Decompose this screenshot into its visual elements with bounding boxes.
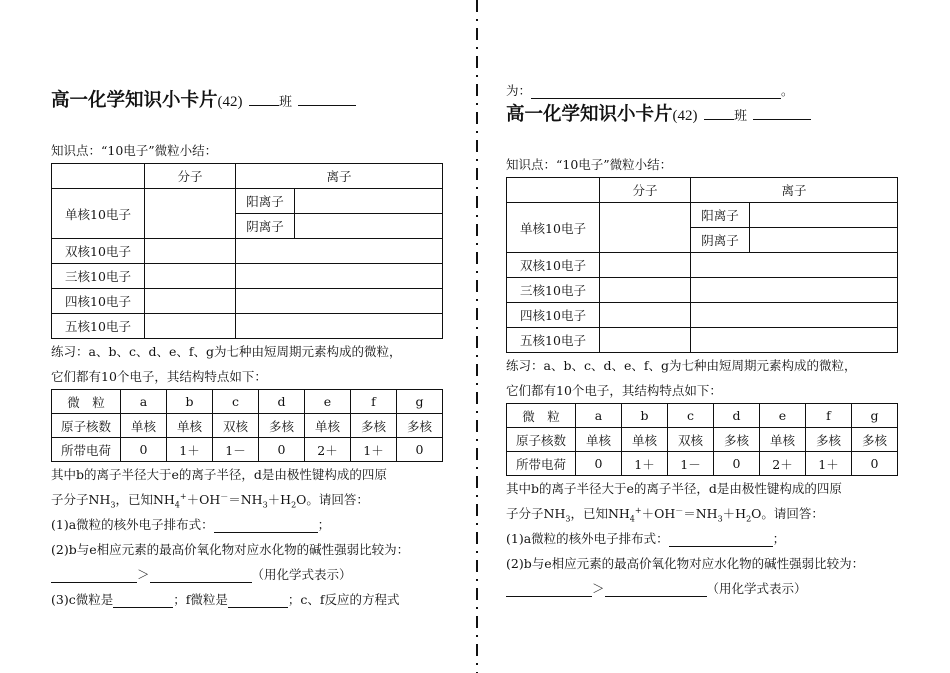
q1-text: (1)a微粒的核外电子排布式： [51, 517, 214, 532]
class-label: 班 [733, 108, 747, 123]
summary-table [51, 163, 443, 339]
cell[interactable] [600, 278, 691, 303]
q3-text: ；c、f反应的方程式 [287, 592, 400, 607]
nuclei-cell: 多核 [852, 428, 898, 452]
nuclei-cell: 单核 [121, 414, 167, 438]
particle-header: a [576, 404, 622, 428]
cation-label: 阳离子 [691, 203, 750, 228]
header-empty [507, 178, 600, 203]
particle-header: f [806, 404, 852, 428]
nuclei-cell: 多核 [259, 414, 305, 438]
q2-note: （用化学式表示） [706, 581, 807, 596]
cell[interactable] [600, 253, 691, 278]
sub: 2 [746, 514, 752, 524]
nuclei-cell: 多核 [806, 428, 852, 452]
particle-header: g [397, 390, 443, 414]
nuclei-cell: 原子核数 [52, 414, 121, 438]
cell[interactable] [145, 189, 236, 239]
q3-text: ；f微粒是 [173, 592, 228, 607]
header-ion: 离子 [691, 178, 898, 203]
row-label: 单核10电子 [52, 189, 145, 239]
text: ，已知NH [570, 506, 630, 521]
question-2: (2)b与e相应元素的最高价氧化物对应水化物的碱性强弱比较为： [506, 556, 865, 571]
text: O。请回答： [296, 492, 369, 507]
cell[interactable] [145, 314, 236, 339]
cell[interactable] [750, 228, 898, 253]
particle-header: c [213, 390, 259, 414]
charge-cell: 1＋ [167, 438, 213, 462]
after-table-line-2 [506, 501, 906, 526]
nuclei-cell: 原子核数 [507, 428, 576, 452]
cell[interactable] [750, 203, 898, 228]
particle-header: d [714, 404, 760, 428]
sup: + [634, 505, 642, 515]
row-label: 三核10电子 [52, 264, 145, 289]
cell[interactable] [236, 239, 443, 264]
answer-blank[interactable] [228, 592, 288, 608]
sub: 4 [629, 514, 635, 524]
cut-line [474, 0, 480, 673]
particle-header: g [852, 404, 898, 428]
q1-end: ； [772, 531, 786, 546]
particle-header: a [121, 390, 167, 414]
nuclei-cell: 单核 [576, 428, 622, 452]
sub: 2 [291, 500, 297, 510]
exercise-line-2: 它们都有10个电子，其结构特点如下： [51, 369, 267, 384]
continued-end: 。 [781, 83, 794, 98]
gt-sign: ＞ [137, 567, 150, 582]
cell[interactable] [691, 253, 898, 278]
after-table-line-2 [51, 487, 451, 512]
q1-end: ； [317, 517, 331, 532]
text: ＋H [267, 492, 292, 507]
cell[interactable] [295, 214, 443, 239]
cell[interactable] [691, 328, 898, 353]
row-label: 单核10电子 [507, 203, 600, 253]
nuclei-cell: 多核 [397, 414, 443, 438]
sub: 4 [174, 500, 180, 510]
text: ＋OH [641, 506, 676, 521]
particle-header: d [259, 390, 305, 414]
exercise-line-1: 练习：a、b、c、d、e、f、g为七种由短周期元素构成的微粒， [506, 358, 857, 373]
question-1 [51, 512, 451, 537]
row-label: 双核10电子 [507, 253, 600, 278]
text: ＋H [722, 506, 747, 521]
sup: － [220, 491, 229, 501]
header-empty [52, 164, 145, 189]
charge-cell: 0 [121, 438, 167, 462]
knowledge-point: 知识点：“10电子”微粒小结： [506, 157, 673, 172]
title-number: (42) [672, 108, 698, 124]
row-label: 五核10电子 [507, 328, 600, 353]
after-table-line-1: 其中b的离子半径大于e的离子半径，d是由极性键构成的四原 [506, 481, 842, 496]
charge-cell: 2＋ [760, 452, 806, 476]
cell[interactable] [691, 303, 898, 328]
cell[interactable] [691, 278, 898, 303]
question-1 [506, 526, 906, 551]
text: ＝NH [683, 506, 718, 521]
header-molecule: 分子 [145, 164, 236, 189]
cell[interactable] [145, 289, 236, 314]
after-table-line-1: 其中b的离子半径大于e的离子半径，d是由极性键构成的四原 [51, 467, 387, 482]
sup: + [179, 491, 187, 501]
q2-note: （用化学式表示） [251, 567, 352, 582]
sub: 3 [262, 500, 268, 510]
cell[interactable] [295, 189, 443, 214]
particle-table [506, 403, 898, 476]
answer-blank[interactable] [113, 592, 173, 608]
charge-cell: 1＋ [351, 438, 397, 462]
answer-blank[interactable] [531, 83, 781, 99]
continued-label: 为： [506, 83, 532, 98]
particle-table [51, 389, 443, 462]
charge-cell: 0 [576, 452, 622, 476]
nuclei-cell: 双核 [668, 428, 714, 452]
class-blank[interactable] [249, 91, 279, 106]
particle-header: b [167, 390, 213, 414]
q3-text: (3)c微粒是 [51, 592, 114, 607]
text: 子分子NH [506, 506, 566, 521]
particle-header: 微 粒 [507, 404, 576, 428]
question-3 [51, 587, 451, 612]
nuclei-cell: 单核 [167, 414, 213, 438]
particle-header: 微 粒 [52, 390, 121, 414]
cell[interactable] [236, 314, 443, 339]
text: 子分子NH [51, 492, 111, 507]
particle-header: e [305, 390, 351, 414]
continued-line [506, 80, 906, 102]
charge-cell: 所带电荷 [507, 452, 576, 476]
title-number: (42) [217, 94, 243, 110]
answer-blank[interactable] [150, 567, 252, 583]
cell[interactable] [600, 328, 691, 353]
charge-cell: 1＋ [806, 452, 852, 476]
charge-cell: 0 [714, 452, 760, 476]
text: O。请回答： [751, 506, 824, 521]
card-title [51, 88, 451, 114]
row-label: 四核10电子 [507, 303, 600, 328]
nuclei-cell: 多核 [714, 428, 760, 452]
text: ＋OH [186, 492, 221, 507]
charge-cell: 1－ [213, 438, 259, 462]
right-card [506, 80, 906, 601]
nuclei-cell: 单核 [305, 414, 351, 438]
summary-table [506, 177, 898, 353]
class-blank[interactable] [704, 105, 734, 120]
charge-cell: 所带电荷 [52, 438, 121, 462]
answer-blank[interactable] [669, 531, 773, 547]
particle-header: f [351, 390, 397, 414]
sub: 3 [110, 500, 116, 510]
answer-blank[interactable] [506, 581, 592, 597]
exercise-line-1: 练习：a、b、c、d、e、f、g为七种由短周期元素构成的微粒， [51, 344, 402, 359]
cell[interactable] [600, 303, 691, 328]
sub: 3 [565, 514, 571, 524]
title-text: 高一化学知识小卡片 [51, 90, 218, 111]
answer-blank[interactable] [51, 567, 137, 583]
header-molecule: 分子 [600, 178, 691, 203]
cation-label: 阳离子 [236, 189, 295, 214]
exercise-line-2: 它们都有10个电子，其结构特点如下： [506, 383, 722, 398]
row-label: 五核10电子 [52, 314, 145, 339]
charge-cell: 0 [852, 452, 898, 476]
anion-label: 阴离子 [691, 228, 750, 253]
sub: 3 [717, 514, 723, 524]
header-ion: 离子 [236, 164, 443, 189]
nuclei-cell: 单核 [760, 428, 806, 452]
charge-cell: 1－ [668, 452, 714, 476]
answer-blank[interactable] [214, 517, 318, 533]
question-2: (2)b与e相应元素的最高价氧化物对应水化物的碱性强弱比较为： [51, 542, 410, 557]
row-label: 双核10电子 [52, 239, 145, 264]
particle-header: b [622, 404, 668, 428]
cut-line-dashes [474, 0, 480, 673]
class-label: 班 [278, 94, 292, 109]
question-2-answer [51, 562, 451, 587]
charge-cell: 1＋ [622, 452, 668, 476]
cell[interactable] [145, 264, 236, 289]
answer-blank[interactable] [605, 581, 707, 597]
card-title [506, 102, 906, 128]
cell[interactable] [236, 289, 443, 314]
sup: － [675, 505, 684, 515]
q1-text: (1)a微粒的核外电子排布式： [506, 531, 669, 546]
charge-cell: 2＋ [305, 438, 351, 462]
charge-cell: 0 [259, 438, 305, 462]
name-blank[interactable] [753, 105, 811, 120]
knowledge-point: 知识点：“10电子”微粒小结： [51, 143, 218, 158]
gt-sign: ＞ [592, 581, 605, 596]
cell[interactable] [600, 203, 691, 253]
row-label: 三核10电子 [507, 278, 600, 303]
nuclei-cell: 单核 [622, 428, 668, 452]
row-label: 四核10电子 [52, 289, 145, 314]
cell[interactable] [236, 264, 443, 289]
left-card [51, 88, 451, 612]
particle-header: c [668, 404, 714, 428]
cell[interactable] [145, 239, 236, 264]
title-text: 高一化学知识小卡片 [506, 104, 673, 125]
particle-header: e [760, 404, 806, 428]
text: ＝NH [228, 492, 263, 507]
anion-label: 阴离子 [236, 214, 295, 239]
name-blank[interactable] [298, 91, 356, 106]
charge-cell: 0 [397, 438, 443, 462]
nuclei-cell: 双核 [213, 414, 259, 438]
question-2-answer [506, 576, 906, 601]
nuclei-cell: 多核 [351, 414, 397, 438]
text: ，已知NH [115, 492, 175, 507]
